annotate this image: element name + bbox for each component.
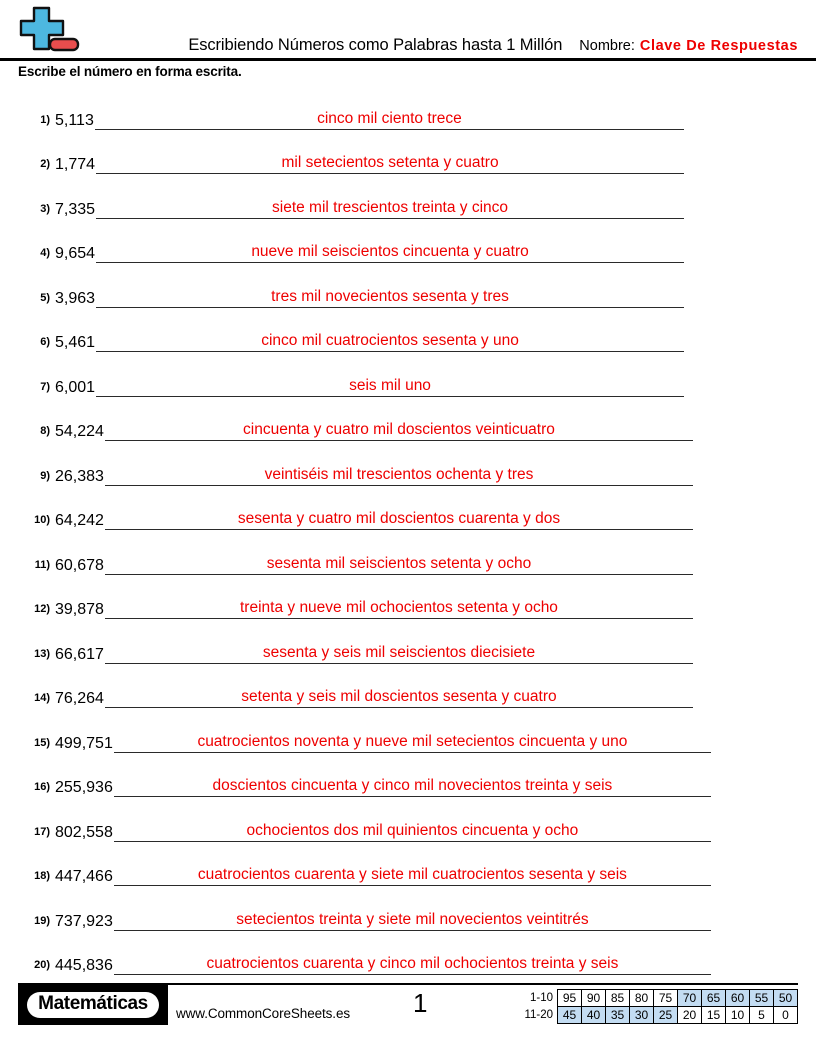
problem-value: 445,836	[55, 957, 113, 974]
name-value[interactable]: Clave De Respuestas	[639, 38, 798, 54]
answer-line[interactable]	[95, 110, 684, 130]
problem-list	[18, 85, 798, 975]
problem-value: 39,878	[55, 601, 104, 618]
problem-number: 4)	[40, 247, 50, 259]
answer-text: cuatrocientos noventa y nueve mil setecientos cincuenta y uno	[197, 732, 628, 750]
answer-text: doscientos cincuenta y cinco mil novecientos treinta y seis	[212, 777, 613, 794]
problem-value: 9,654	[55, 245, 96, 262]
problem-value: 76,264	[55, 690, 104, 707]
answer-text: mil setecientos setenta y cuatro	[281, 154, 499, 171]
problem-row	[18, 397, 798, 442]
answer-text: cincuenta y cuatro mil doscientos veinticuatro	[243, 421, 555, 438]
answer-line[interactable]	[96, 377, 684, 397]
problem-value: 26,383	[55, 467, 104, 485]
brand-label: Matemáticas	[27, 992, 159, 1017]
answer-text: veintiséis mil trescientos ochenta y tres	[264, 465, 534, 483]
answer-text: setecientos treinta y siete mil novecientos veintitrés	[236, 910, 589, 928]
problem-value: 5,461	[55, 334, 96, 351]
problem-row	[18, 219, 798, 264]
problem-row	[18, 85, 798, 130]
score-cell[interactable]: 20	[678, 1007, 702, 1024]
answer-line[interactable]	[114, 822, 711, 842]
site-url[interactable]: www.CommonCoreSheets.es	[176, 1006, 351, 1021]
answer-line[interactable]	[96, 243, 684, 263]
problem-row	[18, 931, 798, 976]
problem-value: 60,678	[55, 556, 104, 574]
answer-text: ochocientos dos mil quinientos cincuenta y ocho	[246, 821, 579, 839]
problem-value: 447,466	[55, 868, 113, 885]
problem-value: 1,774	[55, 156, 96, 173]
problem-row	[18, 486, 798, 531]
problem-number: 5)	[40, 291, 50, 304]
problem-row	[18, 886, 798, 931]
answer-line[interactable]	[96, 199, 684, 219]
problem-value: 6,001	[55, 378, 96, 396]
problem-number: 10)	[34, 514, 50, 526]
score-cell[interactable]: 90	[582, 990, 606, 1007]
answer-line[interactable]	[114, 955, 711, 975]
page-title: Escribiendo Números como Palabras hasta 1 Millón	[188, 36, 563, 54]
answer-line[interactable]	[114, 733, 711, 753]
problem-row	[18, 308, 798, 353]
score-cell[interactable]: 85	[606, 990, 630, 1007]
problem-number: 20)	[34, 959, 50, 971]
score-cell[interactable]: 70	[678, 990, 702, 1007]
problem-number: 16)	[34, 781, 50, 793]
name-label: Nombre:	[579, 38, 635, 54]
answer-line[interactable]	[105, 599, 693, 619]
problem-row	[18, 842, 798, 887]
problem-number: 15)	[34, 736, 50, 749]
brand-logo	[18, 985, 168, 1025]
answer-line[interactable]	[114, 911, 711, 931]
score-cell[interactable]: 10	[726, 1007, 750, 1024]
problem-number: 3)	[40, 202, 50, 215]
problem-number: 2)	[40, 158, 50, 170]
score-cell[interactable]: 45	[558, 1007, 582, 1024]
answer-line[interactable]	[105, 644, 693, 664]
score-row-label: 11-20	[524, 1009, 553, 1021]
answer-text: cinco mil ciento trece	[317, 109, 462, 127]
score-table-row-2	[517, 1007, 798, 1024]
instructions-text: Escribe el número en forma escrita.	[18, 64, 242, 79]
answer-text: treinta y nueve mil ochocientos setenta y ocho	[240, 599, 558, 616]
answer-line[interactable]	[105, 421, 693, 441]
score-cell[interactable]: 80	[630, 990, 654, 1007]
answer-line[interactable]	[105, 510, 693, 530]
score-cell[interactable]: 5	[750, 1007, 774, 1024]
plus-minus-logo-icon	[18, 6, 80, 56]
answer-line[interactable]	[96, 288, 684, 308]
problem-value: 66,617	[55, 645, 104, 663]
answer-text: sesenta y cuatro mil doscientos cuarenta y dos	[237, 510, 561, 527]
problem-number: 13)	[34, 647, 50, 660]
score-cell[interactable]: 95	[558, 990, 582, 1007]
answer-text: sesenta mil seiscientos setenta y ocho	[266, 554, 532, 572]
problem-value: 499,751	[55, 734, 113, 752]
answer-text: sesenta y seis mil seiscientos diecisiete	[262, 643, 536, 661]
answer-line[interactable]	[105, 466, 693, 486]
score-cell[interactable]: 55	[750, 990, 774, 1007]
worksheet-footer	[0, 983, 816, 1039]
problem-value: 3,963	[55, 289, 96, 307]
answer-text: nueve mil seiscientos cincuenta y cuatro	[251, 243, 529, 260]
problem-number: 7)	[40, 380, 50, 393]
score-cell[interactable]: 15	[702, 1007, 726, 1024]
problem-value: 255,936	[55, 779, 113, 796]
problem-row	[18, 575, 798, 620]
problem-number: 6)	[40, 336, 50, 348]
problem-value: 64,242	[55, 512, 104, 529]
header-text-row	[18, 36, 798, 58]
score-cell[interactable]: 60	[726, 990, 750, 1007]
problem-number: 18)	[34, 870, 50, 882]
problem-row	[18, 708, 798, 753]
problem-value: 802,558	[55, 823, 113, 841]
footer-body	[18, 985, 798, 1035]
answer-text: setenta y seis mil doscientos sesenta y cuatro	[241, 688, 557, 705]
answer-line[interactable]	[114, 777, 711, 797]
problem-value: 7,335	[55, 200, 96, 218]
answer-line[interactable]	[105, 555, 693, 575]
score-cell[interactable]: 65	[702, 990, 726, 1007]
problem-row	[18, 619, 798, 664]
problem-number: 17)	[34, 825, 50, 838]
score-cell[interactable]: 40	[582, 1007, 606, 1024]
answer-line[interactable]	[96, 154, 684, 174]
problem-number: 8)	[40, 425, 50, 437]
problem-row	[18, 174, 798, 219]
answer-line[interactable]	[105, 688, 693, 708]
problem-row	[18, 753, 798, 798]
problem-row	[18, 797, 798, 842]
answer-text: siete mil trescientos treinta y cinco	[272, 198, 509, 216]
problem-row	[18, 130, 798, 175]
answer-text: tres mil novecientos sesenta y tres	[271, 287, 509, 305]
answer-text: cuatrocientos cuarenta y siete mil cuatrocientos sesenta y seis	[197, 866, 627, 883]
problem-value: 737,923	[55, 912, 113, 930]
answer-text: cuatrocientos cuarenta y cinco mil ochocientos treinta y seis	[206, 955, 619, 972]
problem-value: 5,113	[55, 111, 94, 129]
problem-number: 14)	[34, 692, 50, 704]
score-table	[517, 989, 798, 1024]
problem-row	[18, 263, 798, 308]
answer-text: cinco mil cuatrocientos sesenta y uno	[261, 332, 519, 349]
problem-number: 11)	[34, 558, 50, 571]
problem-number: 12)	[34, 603, 50, 615]
worksheet-header	[18, 0, 798, 58]
page-number: 1	[413, 988, 428, 1018]
score-cell[interactable]: 0	[774, 1007, 798, 1024]
problem-number: 1)	[40, 113, 50, 126]
problem-row	[18, 441, 798, 486]
problem-number: 19)	[34, 914, 50, 927]
score-cell[interactable]: 75	[654, 990, 678, 1007]
score-cell[interactable]: 50	[774, 990, 798, 1007]
problem-row	[18, 352, 798, 397]
score-cell[interactable]: 25	[654, 1007, 678, 1024]
score-cell[interactable]: 30	[630, 1007, 654, 1024]
problem-value: 54,224	[55, 423, 104, 440]
answer-text: seis mil uno	[349, 376, 431, 394]
problem-number: 9)	[40, 469, 50, 482]
score-cell[interactable]: 35	[606, 1007, 630, 1024]
problem-row	[18, 530, 798, 575]
answer-line[interactable]	[114, 866, 711, 886]
score-row-label: 1-10	[529, 992, 553, 1004]
problem-row	[18, 664, 798, 709]
score-table-row-1	[517, 990, 798, 1007]
answer-line[interactable]	[96, 332, 684, 352]
